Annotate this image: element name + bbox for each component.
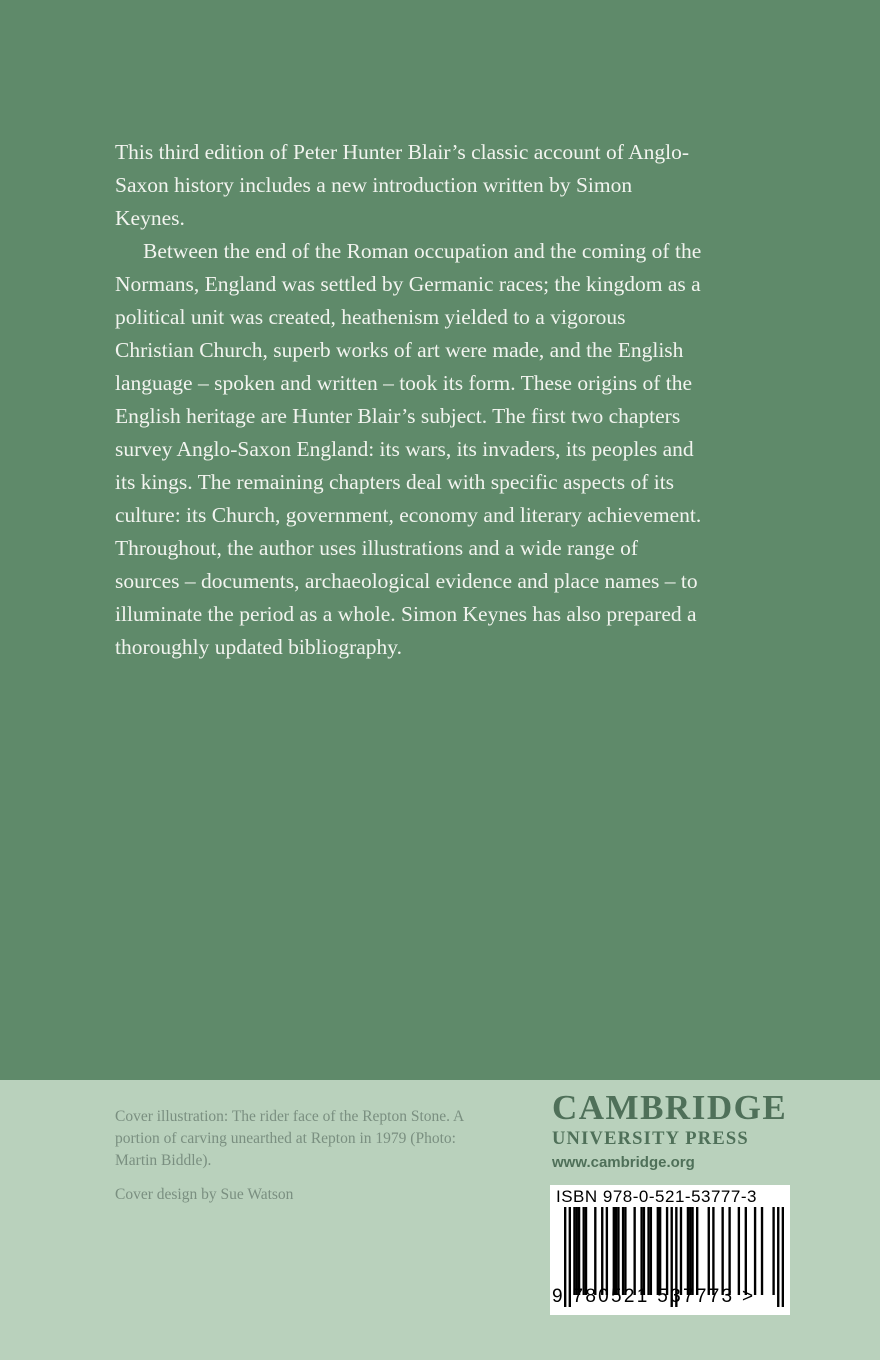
barcode-bar bbox=[601, 1207, 603, 1295]
barcode-bar bbox=[615, 1207, 617, 1295]
barcode-bar bbox=[594, 1207, 596, 1295]
barcode-bar bbox=[643, 1207, 645, 1295]
publisher-logo bbox=[552, 1088, 792, 1175]
barcode-bar bbox=[659, 1207, 661, 1295]
barcode-bar bbox=[617, 1207, 619, 1295]
barcode-bar bbox=[573, 1207, 575, 1295]
barcode-bar bbox=[583, 1207, 585, 1295]
barcode-bar bbox=[745, 1207, 747, 1295]
isbn-number: ISBN 978-0-521-53777-3 bbox=[556, 1187, 757, 1206]
barcode-bar bbox=[696, 1207, 698, 1295]
barcode-bar bbox=[657, 1207, 659, 1295]
barcode-bar bbox=[708, 1207, 710, 1295]
barcode-bar bbox=[650, 1207, 652, 1295]
barcode-bar bbox=[712, 1207, 714, 1295]
barcode-bar bbox=[761, 1207, 763, 1295]
barcode-bar bbox=[606, 1207, 608, 1295]
blurb-text bbox=[115, 136, 705, 664]
barcode-bar bbox=[687, 1207, 689, 1295]
barcode-bar bbox=[613, 1207, 615, 1295]
barcode-bar bbox=[721, 1207, 723, 1295]
barcode-bar bbox=[647, 1207, 649, 1295]
cover-lower-panel bbox=[0, 1080, 880, 1360]
publisher-name: CAMBRIDGE bbox=[552, 1088, 788, 1127]
design-credit: Cover design by Sue Watson bbox=[115, 1186, 294, 1203]
blurb-paragraph-2: Between the end of the Roman occupation and the coming of the Normans, England was settled by Germanic races; the kingdom as a political unit was created, heathenism yielded to a vigorous Christian Church, superb works of art were made, and the English language – spoken and written – took its form. These origins of the English heritage are Hunter Blair’s subject. The first two chapters survey Anglo-Saxon England: its wars, its invaders, its peoples and its kings. The remaining chapters deal with specific aspects of its culture: its Church, government, economy and literary achievement. Throughout, the author uses illustrations and a wide range of sources – documents, archaeological evidence and place names – to illuminate the period as a whole. Simon Keynes has also prepared a thoroughly updated bibliography. bbox=[115, 239, 702, 659]
barcode-bar bbox=[754, 1207, 756, 1295]
illustration-credit: Cover illustration: The rider face of the Repton Stone. A portion of carving unearthed at Repton in 1979 (Photo: Martin Biddle). bbox=[115, 1108, 464, 1169]
barcode-bar bbox=[640, 1207, 642, 1295]
barcode-bar bbox=[578, 1207, 580, 1295]
barcode-label bbox=[550, 1185, 790, 1315]
barcode-bar bbox=[728, 1207, 730, 1295]
barcode-bar bbox=[622, 1207, 624, 1295]
cover-credits bbox=[115, 1106, 475, 1218]
barcode-digits: 9 780521 537773 > bbox=[552, 1286, 756, 1307]
barcode-bar bbox=[738, 1207, 740, 1295]
barcode-bar bbox=[680, 1207, 682, 1295]
barcode-bar bbox=[585, 1207, 587, 1295]
barcode-bar bbox=[576, 1207, 578, 1295]
barcode-bar bbox=[633, 1207, 635, 1295]
barcode-bar bbox=[624, 1207, 626, 1295]
barcode-bar bbox=[691, 1207, 693, 1295]
blurb-paragraph-1: This third edition of Peter Hunter Blair’s classic account of Anglo-Saxon history includes a new introduction written by Simon Keynes. bbox=[115, 140, 690, 230]
barcode-bar bbox=[772, 1207, 774, 1295]
publisher-website: www.cambridge.org bbox=[552, 1154, 695, 1171]
publisher-subname: UNIVERSITY PRESS bbox=[552, 1129, 749, 1149]
barcode-bar bbox=[689, 1207, 691, 1295]
barcode-bar bbox=[666, 1207, 668, 1295]
